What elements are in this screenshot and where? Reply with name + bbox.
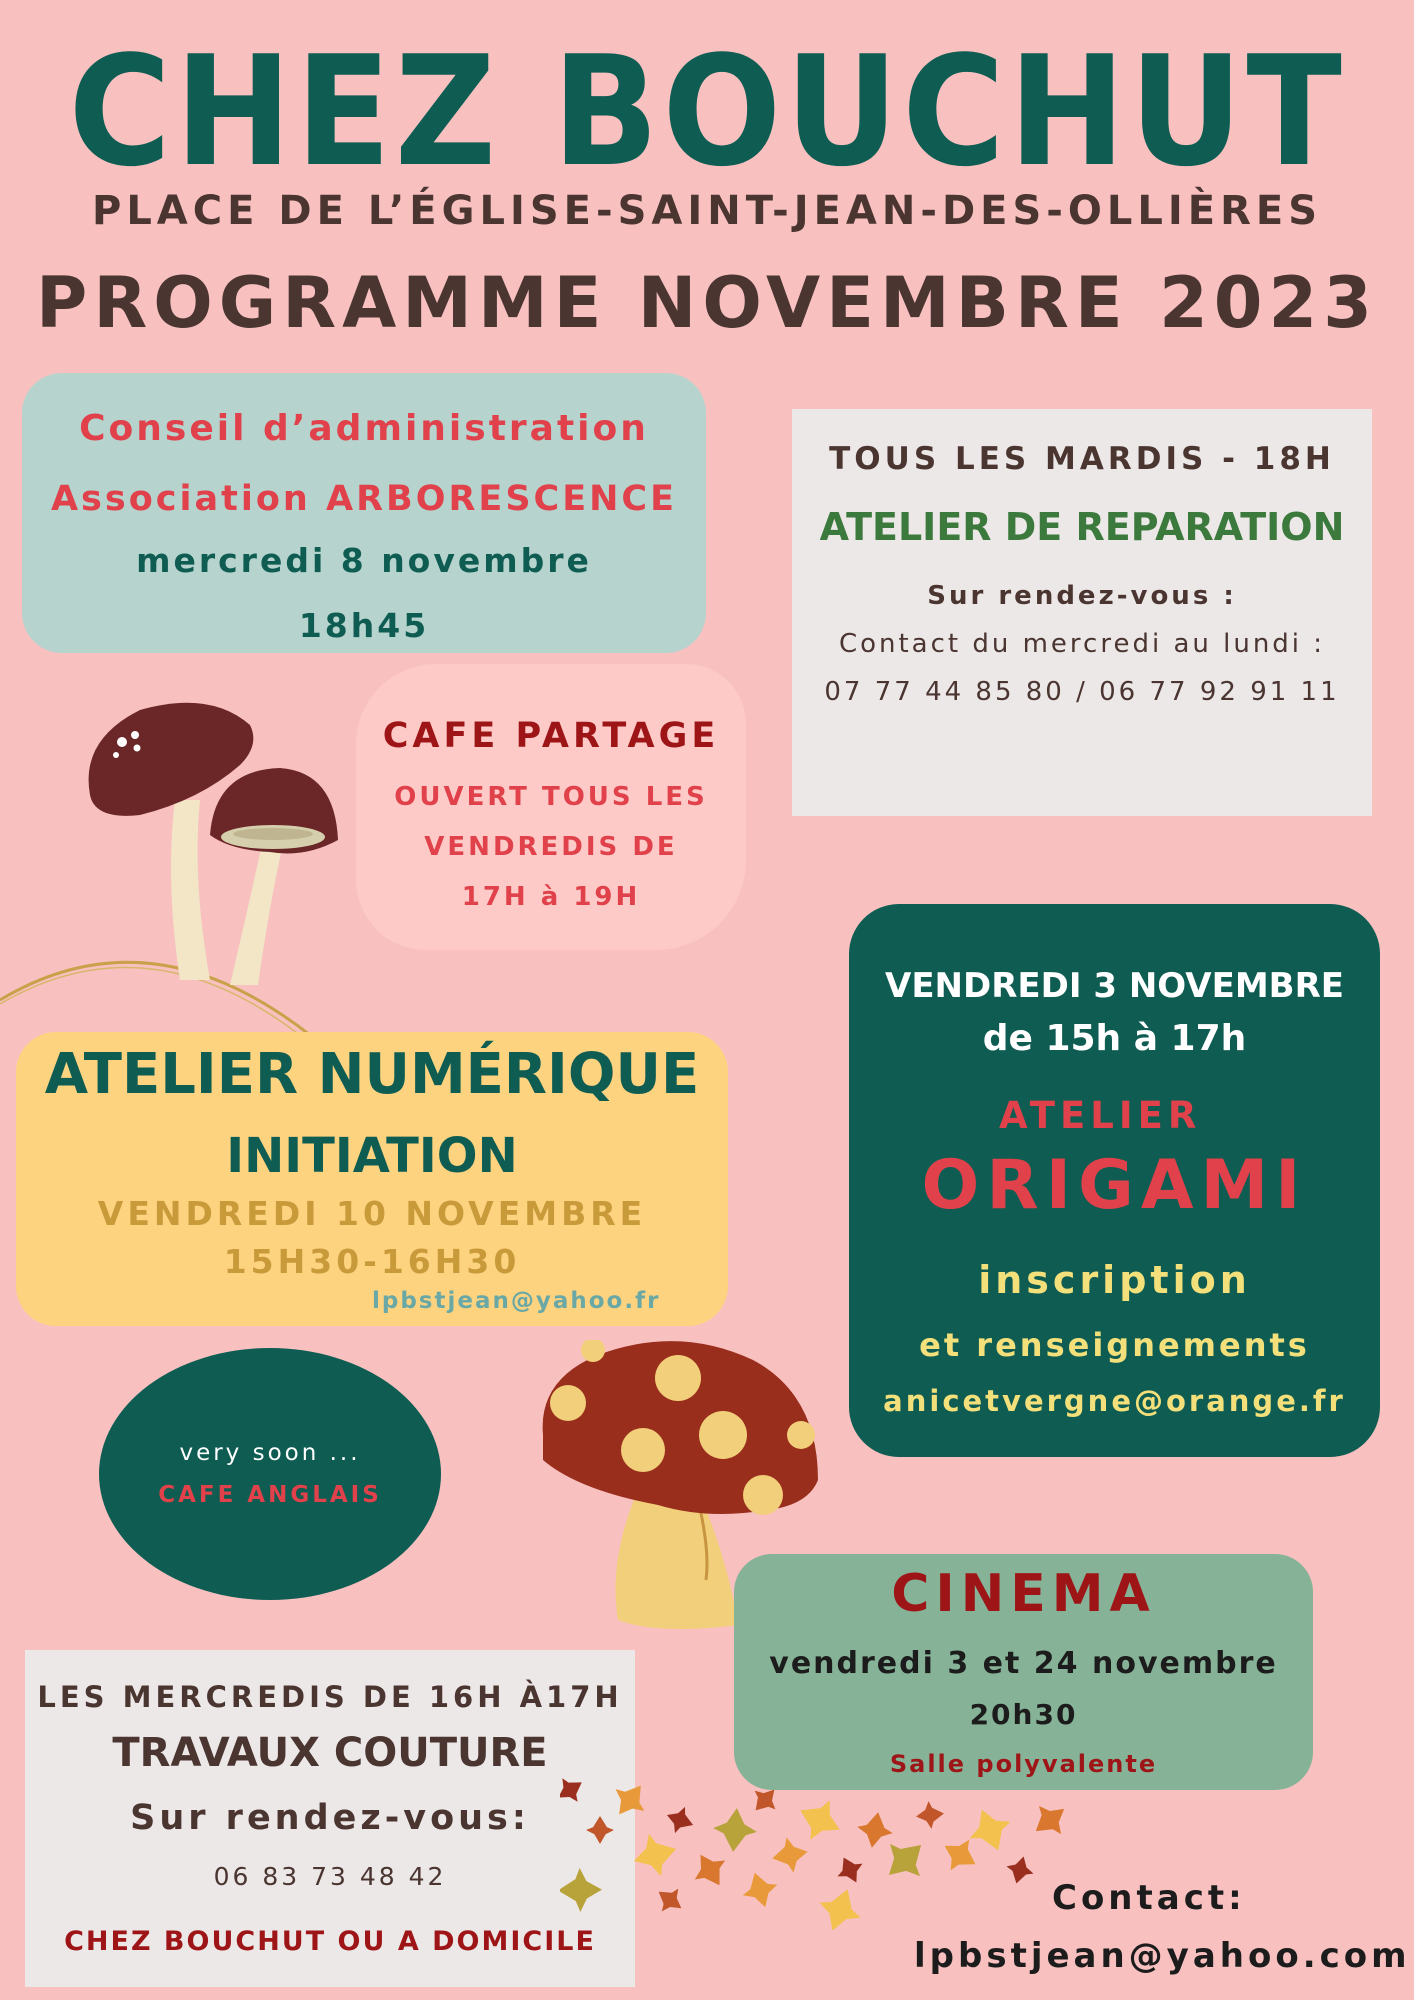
conseil-time: 18h45 bbox=[298, 606, 430, 645]
address-subtitle: PLACE DE L’ÉGLISE-SAINT-JEAN-DES-OLLIÈRES bbox=[92, 188, 1322, 234]
programme-heading: PROGRAMME NOVEMBRE 2023 bbox=[36, 262, 1378, 344]
origami-time: de 15h à 17h bbox=[982, 1018, 1247, 1059]
soon-line1: very soon ... bbox=[179, 1440, 361, 1466]
autumn-leaves-decoration bbox=[560, 1760, 1120, 1930]
reparation-title: ATELIER DE REPARATION bbox=[819, 505, 1345, 549]
cafe-partage-title: CAFE PARTAGE bbox=[382, 716, 720, 756]
reparation-phones: 07 77 44 85 80 / 06 77 92 91 11 bbox=[824, 677, 1340, 707]
couture-title: TRAVAUX COUTURE bbox=[112, 1730, 548, 1776]
cafe-anglais-bubble bbox=[99, 1348, 441, 1600]
mushroom-illustration bbox=[80, 700, 350, 990]
contact-email: lpbstjean@yahoo.com bbox=[914, 1936, 1411, 1976]
leaf-shape bbox=[605, 1775, 655, 1825]
cinema-time: 20h30 bbox=[969, 1698, 1078, 1731]
reparation-card bbox=[792, 409, 1372, 816]
leaf-shape bbox=[560, 1868, 602, 1913]
conseil-card bbox=[22, 373, 706, 653]
origami-card bbox=[849, 904, 1380, 1457]
numerique-subtitle: INITIATION bbox=[226, 1128, 518, 1184]
numerique-email: lpbstjean@yahoo.fr bbox=[372, 1288, 661, 1314]
atelier-numerique-card bbox=[16, 1032, 728, 1326]
reparation-rdv: Sur rendez-vous : bbox=[927, 581, 1237, 611]
leaf-shape bbox=[650, 1880, 689, 1919]
origami-atelier: ATELIER bbox=[999, 1094, 1202, 1137]
couture-location: CHEZ BOUCHUT OU A DOMICILE bbox=[64, 1926, 596, 1957]
leaf-shape bbox=[745, 1780, 785, 1820]
cinema-title: CINEMA bbox=[891, 1564, 1156, 1624]
leaf-shape bbox=[915, 1800, 946, 1831]
contact-label: Contact: bbox=[1052, 1878, 1246, 1918]
leaf-shape bbox=[874, 1829, 936, 1891]
leaf-shape bbox=[586, 1816, 614, 1844]
cafe-partage-line3: 17H à 19H bbox=[461, 882, 641, 912]
leaf-shape bbox=[1025, 1795, 1076, 1846]
origami-renseignements: et renseignements bbox=[919, 1326, 1310, 1364]
leaf-shape bbox=[812, 1882, 868, 1930]
cafe-partage-line2: VENDREDIS DE bbox=[424, 832, 678, 862]
numerique-time: 15H30-16H30 bbox=[223, 1242, 521, 1281]
conseil-date: mercredi 8 novembre bbox=[136, 541, 592, 580]
origami-inscription: inscription bbox=[978, 1258, 1251, 1302]
leaf-shape bbox=[628, 1828, 682, 1882]
leaf-shape bbox=[711, 1806, 759, 1854]
leaf-shape bbox=[854, 1809, 896, 1851]
leaf-shape bbox=[738, 1868, 783, 1913]
numerique-date: VENDREDI 10 NOVEMBRE bbox=[97, 1194, 647, 1233]
reparation-schedule: TOUS LES MARDIS - 18H bbox=[829, 441, 1335, 477]
numerique-title: ATELIER NUMÉRIQUE bbox=[44, 1042, 700, 1107]
conseil-line1: Conseil d’administration bbox=[79, 408, 649, 449]
leaf-shape bbox=[662, 1802, 698, 1838]
leaf-shape bbox=[961, 1801, 1018, 1858]
cinema-place: Salle polyvalente bbox=[889, 1750, 1158, 1778]
leaf-shape bbox=[1003, 1853, 1037, 1887]
cinema-dates: vendredi 3 et 24 novembre bbox=[769, 1646, 1278, 1681]
couture-phone: 06 83 73 48 42 bbox=[213, 1862, 447, 1891]
conseil-line2: Association ARBORESCENCE bbox=[50, 479, 678, 519]
soon-line2: CAFE ANGLAIS bbox=[158, 1482, 382, 1508]
origami-email: anicetvergne@orange.fr bbox=[883, 1384, 1346, 1418]
leaf-shape bbox=[769, 1834, 811, 1876]
cafe-partage-card bbox=[356, 664, 746, 950]
cafe-partage-line1: OUVERT TOUS LES bbox=[394, 782, 708, 812]
leaf-shape bbox=[791, 1791, 850, 1850]
reparation-contact: Contact du mercredi au lundi : bbox=[838, 629, 1326, 659]
origami-date: VENDREDI 3 NOVEMBRE bbox=[885, 966, 1344, 1006]
leaf-shape bbox=[685, 1845, 735, 1895]
origami-title: ORIGAMI bbox=[921, 1146, 1308, 1225]
couture-card bbox=[25, 1650, 635, 1987]
couture-rdv: Sur rendez-vous: bbox=[130, 1798, 530, 1838]
leaf-shape bbox=[831, 1851, 869, 1889]
leaf-shape bbox=[560, 1771, 589, 1810]
page-title: CHEZ BOUCHUT bbox=[68, 23, 1346, 200]
cinema-card bbox=[734, 1554, 1313, 1790]
couture-schedule: LES MERCREDIS DE 16H À17H bbox=[37, 1680, 623, 1714]
